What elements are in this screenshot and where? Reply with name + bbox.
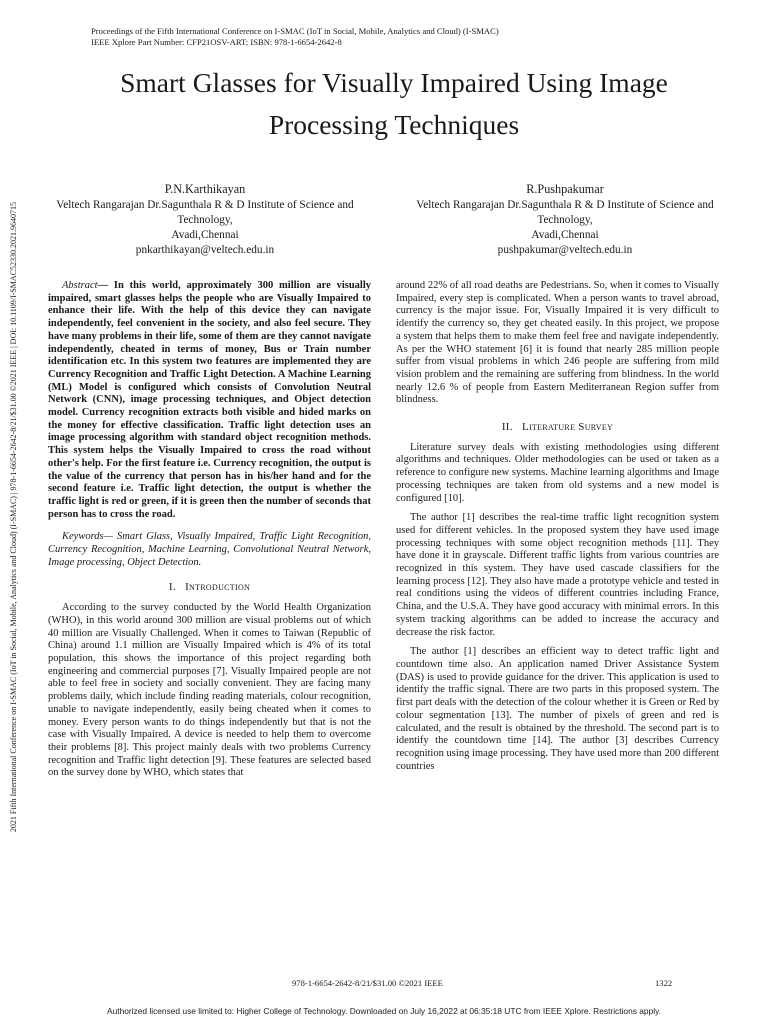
author-name: R.Pushpakumar [526,182,604,196]
abstract [48,280,371,521]
author-city: Avadi,Chennai [171,229,239,241]
ieee-part-number-header: IEEE Xplore Part Number: CFP21OSV-ART; ISBN: 978-1-6654-2642-8 [91,37,342,47]
section-heading-literature-survey [396,421,719,434]
author-affiliation: Veltech Rangarajan Dr.Sagunthala R & D Institute of Science and Technology, [56,199,354,226]
author-affiliation: Veltech Rangarajan Dr.Sagunthala R & D Institute of Science and Technology, [416,199,714,226]
section-number: I. [168,581,176,594]
author-email: pnkarthikayan@veltech.edu.in [135,244,275,256]
author-city: Avadi,Chennai [531,229,599,241]
paper-title: Smart Glasses for Visually Impaired Using Image Processing Techniques [120,67,668,140]
literature-paragraph: The author [1] describes an efficient way to detect traffic light and countdown time also. An application named Driver Assistance System (DAS) is used to provide guidance for the driver. This application is used to identify the traffic signal. There are two parts in this proposed system. The first part deals with the detection of the colour whether it is Green or Red by colour segmentation [13]. The number of pixels of green and red is calculated, and the result is obtained by the threshold. The second part is to identify the countdown time [14]. The author [3] describes Currency recognition using image processing. They have used more than 200 different countries [396,646,719,772]
section-title: Introduction [185,581,251,594]
doi-sidebar-text: 2021 Fifth International Conference on I-SMAC (IoT in Social, Mobile, Analytics and Cloud) (I-SMAC) | 978-1-6654-2642-8/21/$31.00 ©2021 IEEE | DOI: 10.1109/I-SMAC52330.2021.9640715 [9,201,18,833]
literature-paragraph: The author [1] describes the real-time traffic light recognition system used for different vehicles. In the proposed system they have used image processing techniques with some object recognition methods [11]. They have done it in grayscale. Different traffic lights from various countries are recognized in this system. They have used cascade classifiers for the learning process [12]. They also have made a prototype vehicle and tested in real conditions using the videos of different countries including France, China, and the U.S.A. They have good accuracy with minimal errors. In this system tracking algorithms can be added to increase the accuracy and decrease the risk factor. [396,512,719,638]
section-heading-introduction [48,581,371,594]
abstract-label: Abstract [62,280,98,291]
literature-paragraph: Literature survey deals with existing methodologies using different algorithms and techniques. Older methodologies can be used or taken as a reference to configure new systems. Machine learning algorithms and Image processing techniques are taken from old systems and a new model is configured [10]. [396,441,719,504]
introduction-paragraph: According to the survey conducted by the World Health Organization (WHO), in this world around 300 million are visual problems out of which 40 million are Visually Challenged. When it comes to Taiwan (Republic of China) around 1.1 million are Visually Impaired which is 4% of its total population, this shows the importance of this project regarding both engineering and commercial purposes [7]. Visually Impaired people are not able to feel free in society and socially convenient. They are facing many problems daily, which include finding reading materials, colour recognition, unable to navigate independently, easily being cheated when it comes to money. Every person wants to do things independently but that is not the case with Visually Impaired. A device is needed to help them to overcome their problems [8]. This project mainly deals with two problems Currency recognition and Traffic light detection [9]. These features are selected based on the survey done by WHO, which states that [48,602,371,779]
keywords-text: — Smart Glass, Visually Impaired, Traffic Light Recognition, Currency Recognition, Machine Learning, Convolutional Neutral Network, Image processing, Object Detection. [48,531,371,568]
author-name: P.N.Karthikayan [164,182,246,196]
abstract-text: — In this world, approximately 300 million are visually impaired, smart glasses helps the people who are Visually Impaired to enhance their life. With the help of this device they can navigate independently, feel convenient in the society, and also feel secure. They have many problems in their life, some of them are they cannot navigate independently, cheated in terms of money, Bus or Train number identification etc. In this system two features are implemented they are Currency Recognition and Traffic Light Detection. A Machine Learning (ML) Model is configured which consists of Convolution Neutral Network (CNN), image processing techniques, and Object detection model. Currency recognition extracts both visible and hided marks on the money for effective classification. Traffic light detection uses an image processing algorithm with standard object recognition methods. This system helps the Visually Impaired to cross the road without other's help. For the first feature i.e. Currency recognition, the output is the value of the currency that person has in his/her hand and for the second feature i.e. Traffic light detection, the output is whether the traffic light is red or green, if it is green then the number of seconds that person has to cross the road. [48,280,371,520]
introduction-continuation: around 22% of all road deaths are Pedestrians. So, when it comes to Visually Impaired, every step is complicated. When a person wants to travel abroad, currency is the major issue. For, Visually Impaired it is very difficult to identify the currency so, they get cheated easily. In this project, we propose a system that helps them to make them feel free and navigate independently. As per the WHO statement [6] it is found that nearly 285 million people suffer from visual problems in which 246 people are suffering from mild vision problem and the remaining are suffering from blindness. In the world nearly 12.6 % of people from Eastern Mediterranean Region suffer from blindness. [396,280,719,406]
section-number: II. [501,421,513,434]
left-column [48,280,371,780]
author-block-2 [415,182,715,258]
doi-sidebar [5,132,23,902]
keywords-label: Keywords [62,531,104,543]
conference-proceedings-header: Proceedings of the Fifth International Conference on I-SMAC (IoT in Social, Mobile, Analytics and Cloud) (I-SMAC) [91,26,499,36]
license-notice: Authorized licensed use limited to: Higher College of Technology. Downloaded on July 16,2022 at 06:35:18 UTC from IEEE Xplore. Restrictions apply. [107,1006,661,1016]
right-column [396,280,719,773]
author-block-1 [55,182,355,258]
page-number: 1322 [655,978,673,988]
footer-copyright: 978-1-6654-2642-8/21/$31.00 ©2021 IEEE [292,978,443,988]
section-title: Literature Survey [521,421,614,434]
keywords [48,531,371,569]
author-email: pushpakumar@veltech.edu.in [497,244,633,256]
